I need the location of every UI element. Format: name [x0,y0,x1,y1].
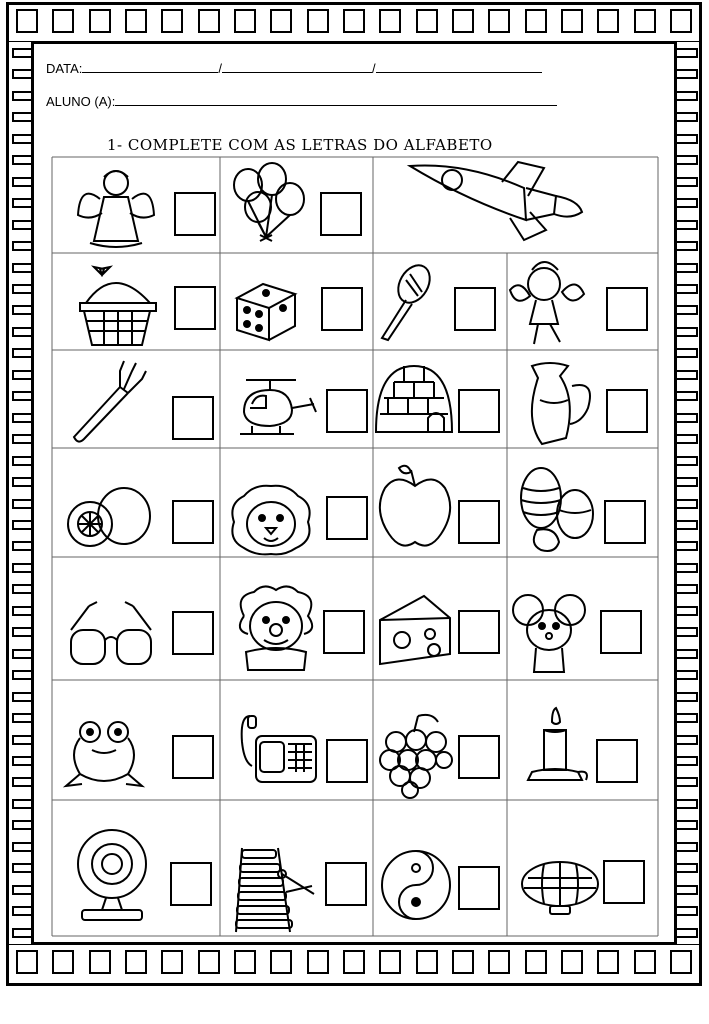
answer-box[interactable] [326,496,368,540]
easter-eggs-icon [515,464,601,554]
dice-icon [233,280,299,342]
answer-box[interactable] [604,500,646,544]
answer-box[interactable] [458,389,500,433]
answer-box[interactable] [321,287,363,331]
basket-icon [74,267,160,347]
webcam-icon [72,826,154,924]
answer-box[interactable] [170,862,212,906]
answer-box[interactable] [172,500,214,544]
answer-box[interactable] [326,389,368,433]
jug-icon [524,360,600,446]
answer-box[interactable] [458,500,500,544]
answer-box[interactable] [172,396,214,440]
answer-box[interactable] [600,610,642,654]
answer-box[interactable] [603,860,645,904]
answer-box[interactable] [174,286,216,330]
grapes-icon [378,712,454,798]
answer-box[interactable] [325,862,367,906]
apple-icon [377,462,453,550]
kiwi-icon [64,488,154,550]
answer-box[interactable] [458,735,500,779]
answer-box[interactable] [172,611,214,655]
glasses-icon [67,600,155,668]
answer-box[interactable] [596,739,638,783]
mouse-icon [512,592,586,676]
answer-box[interactable] [320,192,362,236]
answer-box[interactable] [172,735,214,779]
helicopter-icon [236,376,318,442]
answer-box[interactable] [174,192,216,236]
answer-box[interactable] [458,866,500,910]
telephone-icon [238,714,318,786]
candle-icon [528,708,592,788]
lion-icon [228,484,314,556]
cheese-icon [378,594,452,666]
angel-icon [70,163,162,249]
fork-icon [68,357,148,445]
rocket-icon [406,160,590,242]
balloons-icon [228,163,308,253]
xylophone-icon [232,844,316,936]
fairy-icon [506,254,586,348]
student-label: ALUNO (A): [46,94,116,109]
answer-box[interactable] [323,610,365,654]
hairbrush-icon [376,262,436,342]
clown-icon [234,586,318,672]
answer-box[interactable] [326,739,368,783]
answer-box[interactable] [454,287,496,331]
date-field[interactable]: DATA: / / [46,60,542,77]
igloo-icon [374,362,454,434]
answer-box[interactable] [606,287,648,331]
frog-icon [62,718,146,790]
answer-box[interactable] [458,610,500,654]
zeppelin-icon [520,858,600,916]
answer-box[interactable] [606,389,648,433]
exercise-title: 1- COMPLETE COM AS LETRAS DO ALFABETO [107,136,493,154]
date-label: DATA: [46,61,83,76]
yin-yang-icon [380,849,452,921]
